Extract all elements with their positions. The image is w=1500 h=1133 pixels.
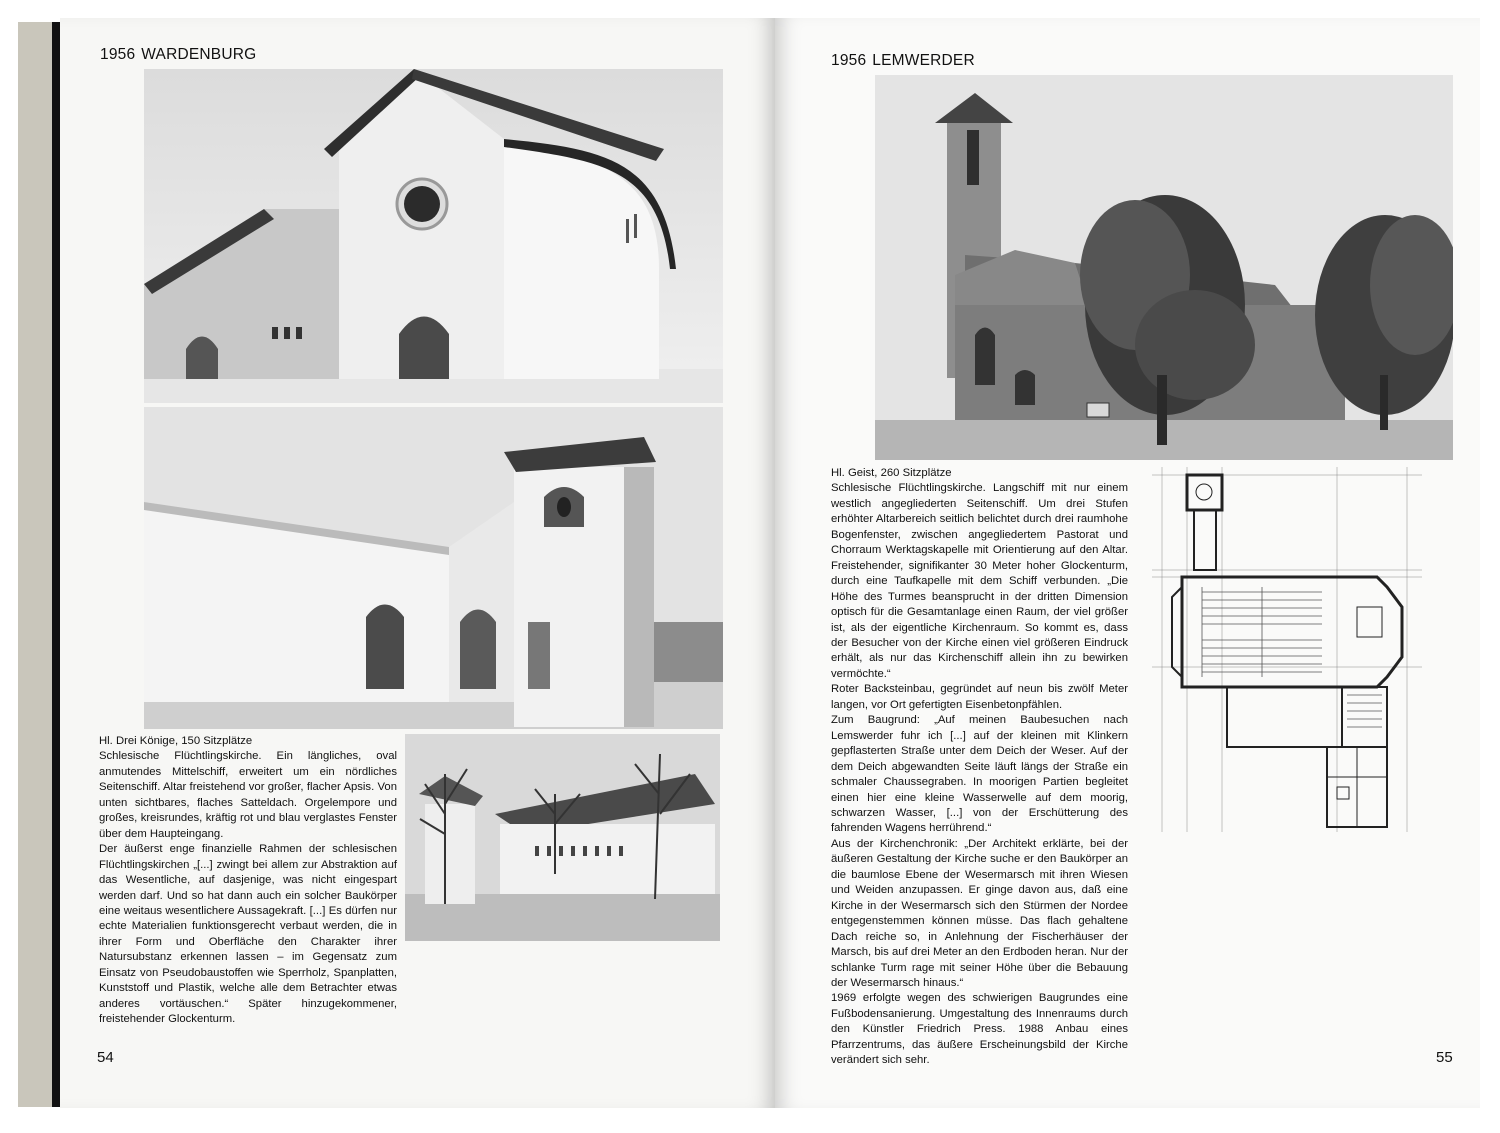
right-caption-paragraph: Aus der Kirchenchronik: „Der Architekt erklärte, bei der äußeren Gestaltung der Kirche suche er den Baukörper an die baumlose Ebene der Wesermarsch mit ihren Wiesen und Weiden anzupassen. Er ginge davon aus, daß eine Kirche in der Wesermarsch sich den Stürmen der Nordee entgegenstemmen können müsse. Das flach gehaltene Dach reiche so, in Anlehnung der Fischerhäuser der Marsch, bis auf drei Meter an den Erdboden heran. Nur der schlanke Turm rage mit seiner Höhe über die Bebauung der Wesermarsch hinaus.“	[831, 837, 1128, 989]
left-caption-paragraph: Der äußerst enge finanzielle Rahmen der schlesischen Flüchtlingskirchen „[...] zwingt bei allem zur Abstraktion auf das Wesentliche, auf dasjenige, was nicht eingespart werden darf. Und so hat dann auch ein solcher Baukörper eine weitaus wesentlichere Aussagekraft. [...] Es dürfen nur echte Materialien funktionsgerecht verbaut werden, die in ihrer Form und Oberfläche den Charakter ihrer Natursubstanz erkennen lassen – im Gegensatz zum Einsatz von Pseudobaustoffen wie Sperrholz, Spanplatten, Kunststoff und Plastik, welche alle dem Betrachter etwas anderes vortäuschen.“ Später hinzugekommener, freistehender Glockenturm.	[99, 843, 397, 1026]
left-caption-title: Hl. Drei Könige, 150 Sitzplätze	[99, 735, 253, 747]
right-caption-paragraph: Schlesische Flüchtlingskirche. Langschiff mit nur einem westlich angegliederten Seitenschiff. Um drei Stufen erhöhter Altarbereich seitlich belichtet durch drei raumhohe Bogenfenster, zwischen angegliedertem Pastorat und Chorraum Werktagskapelle mit Orientierung auf den Altar. Freistehender, signifikanter 30 Meter hoher Glockenturm, durch eine Taufkapelle mit dem Schiff verbunden. „Die Höhe des Turmes beansprucht in der dritten Dimension optisch für die Gesamtanlage einen Raum, der viel größer ist, als der eigentliche Kirchenraum. So kommt es, dass der Besucher von der Kirche einen viel größeren Eindruck erhält, als nur das Kirchenschiff allein ihn zu bewirken vermöchte.“	[831, 482, 1128, 680]
left-heading-year: 1956	[100, 46, 136, 63]
right-caption-paragraph: Zum Baugrund: „Auf meinen Baubesuchen nach Lemswerder fuhr ich [...] auf der kleinen mit Klinkern gepflasterten Straße unter dem Deich der Weser. Auf der dem Deich abgewandten Seite läuft längs der Straße ein schmaler Chaussegraben. In moorigen Partien begleitet einen hier eine kleine Wasserwelle auf dem moorig, schwarzen Wasser, [...] von der Erschütterung des fahrenden Wagens herrührend.“	[831, 714, 1128, 835]
photo-lemwerder-church	[875, 75, 1453, 460]
left-page-number: 54	[97, 1049, 114, 1066]
right-caption-paragraph: Roter Backsteinbau, gegründet auf neun bis zwölf Meter langen, vor Ort gefertigten Eisenbetonpfählen.	[831, 683, 1128, 711]
right-page-number: 55	[1436, 1049, 1453, 1066]
left-caption	[99, 734, 397, 1028]
right-caption-paragraph: 1969 erfolgte wegen des schwierigen Baugrundes eine Fußbodensanierung. Umgestaltung des Innenraums durch den Künstler Friedrich Press. 1988 Anbau eines Pfarrzentrums, das äußere Erscheinungsbild der Kirche verändert sich sehr.	[831, 992, 1128, 1067]
left-page-heading	[100, 46, 256, 64]
right-caption	[831, 466, 1128, 1069]
right-heading-year: 1956	[831, 52, 867, 69]
right-caption-title: Hl. Geist, 260 Sitzplätze	[831, 467, 952, 479]
photo-wardenburg-bell-tower	[144, 407, 723, 729]
floor-plan-drawing	[1142, 467, 1432, 832]
right-page-heading	[831, 52, 975, 70]
photo-wardenburg-facade	[144, 69, 723, 403]
right-heading-place: LEMWERDER	[872, 52, 975, 69]
photo-wardenburg-side-view	[405, 734, 720, 941]
left-caption-paragraph: Schlesische Flüchtlingskirche. Ein längliches, oval anmutendes Mittelschiff, erweitert um ein nördliches Seitenschiff. Altar freistehend vor großer, flacher Apsis. Von unten sichtbares, flaches Satteldach. Orgelempore und großes, kreisrundes, kräftig rot und blau verglastes Fenster über dem Haupteingang.	[99, 750, 397, 840]
left-heading-place: WARDENBURG	[141, 46, 257, 63]
